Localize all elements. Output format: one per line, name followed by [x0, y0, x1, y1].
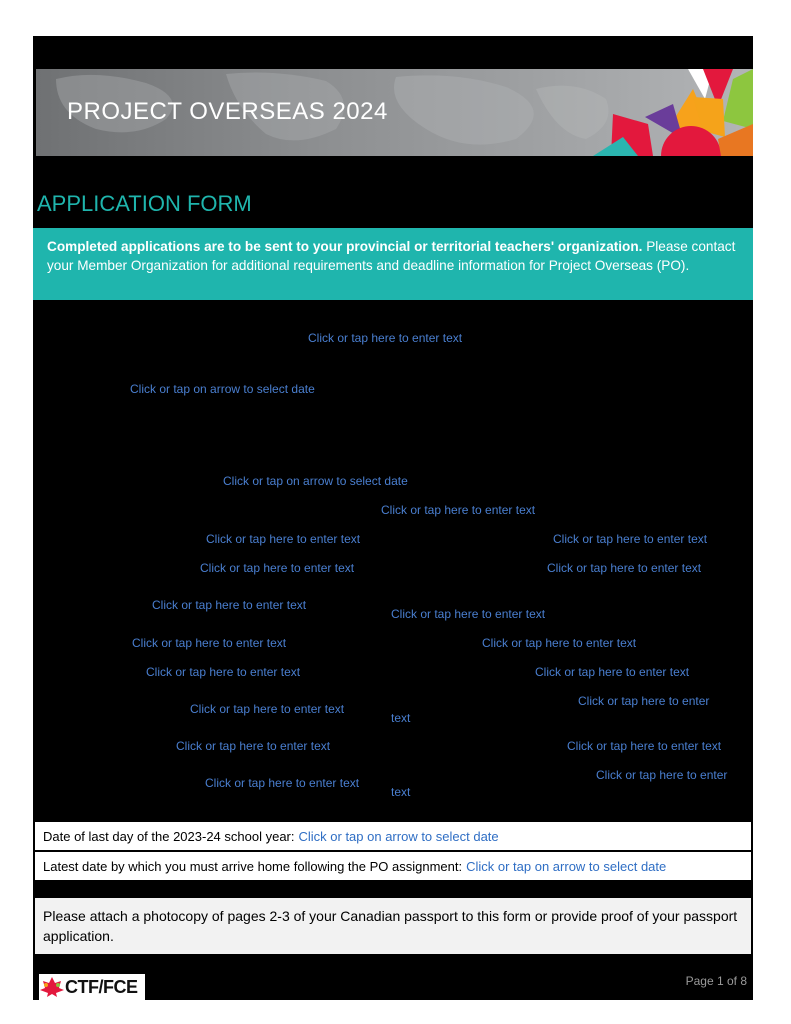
- text-field[interactable]: Click or tap here to enter text: [206, 532, 361, 546]
- instructions-text: Please contact your Member Organization for additional requirements and deadline information for Project Overseas (PO).: [47, 239, 736, 273]
- text-field[interactable]: Click or tap here to enter: [578, 694, 710, 708]
- ctf-flower-logo-icon: [593, 69, 753, 156]
- text-field[interactable]: Click or tap here to enter text: [190, 702, 345, 716]
- instructions-box: [33, 228, 753, 300]
- ctf-fce-logo: [39, 974, 145, 1000]
- instructions-bold: Completed applications are to be sent to your provincial or territorial teachers' organization.: [47, 239, 643, 254]
- header-banner: [36, 69, 753, 156]
- logo-text: CTF/FCE: [65, 976, 138, 997]
- text-field[interactable]: Click or tap here to enter text: [176, 739, 331, 753]
- form-page: [33, 36, 753, 1000]
- banner-title: PROJECT OVERSEAS 2024: [67, 98, 388, 125]
- passport-instructions: Please attach a photocopy of pages 2-3 of your Canadian passport to this form or provide proof of your passport application.: [35, 898, 751, 954]
- arrive-home-date-field[interactable]: Click or tap on arrow to select date: [466, 858, 667, 874]
- maple-leaf-icon: [39, 976, 65, 998]
- date-field[interactable]: Click or tap on arrow to select date: [223, 474, 408, 488]
- text-field[interactable]: Click or tap here to enter text: [146, 665, 301, 679]
- last-school-day-date-field[interactable]: Click or tap on arrow to select date: [298, 828, 499, 844]
- text-field[interactable]: Click or tap here to enter text: [391, 607, 546, 621]
- text-field[interactable]: Click or tap here to enter text: [482, 636, 637, 650]
- arrive-home-row: [35, 852, 751, 880]
- text-field[interactable]: Click or tap here to enter: [596, 768, 728, 782]
- text-field[interactable]: Click or tap here to enter text: [381, 503, 536, 517]
- text-field[interactable]: Click or tap here to enter text: [200, 561, 355, 575]
- text-field-continuation[interactable]: text: [391, 785, 411, 799]
- text-field[interactable]: Click or tap here to enter text: [535, 665, 690, 679]
- page-title: APPLICATION FORM: [37, 191, 252, 216]
- text-field[interactable]: Click or tap here to enter text: [205, 776, 360, 790]
- text-field[interactable]: Click or tap here to enter text: [152, 598, 307, 612]
- text-field[interactable]: Click or tap here to enter text: [308, 331, 463, 345]
- text-field[interactable]: Click or tap here to enter text: [567, 739, 722, 753]
- text-field-continuation[interactable]: text: [391, 711, 411, 725]
- text-field[interactable]: Click or tap here to enter text: [553, 532, 708, 546]
- date-field[interactable]: Click or tap on arrow to select date: [130, 382, 315, 396]
- arrive-home-label: Latest date by which you must arrive home following the PO assignment:: [43, 858, 463, 874]
- text-field[interactable]: Click or tap here to enter text: [132, 636, 287, 650]
- last-school-day-row: [35, 822, 751, 850]
- page-number: Page 1 of 8: [685, 974, 747, 988]
- text-field[interactable]: Click or tap here to enter text: [547, 561, 702, 575]
- last-school-day-label: Date of last day of the 2023-24 school year:: [43, 828, 295, 844]
